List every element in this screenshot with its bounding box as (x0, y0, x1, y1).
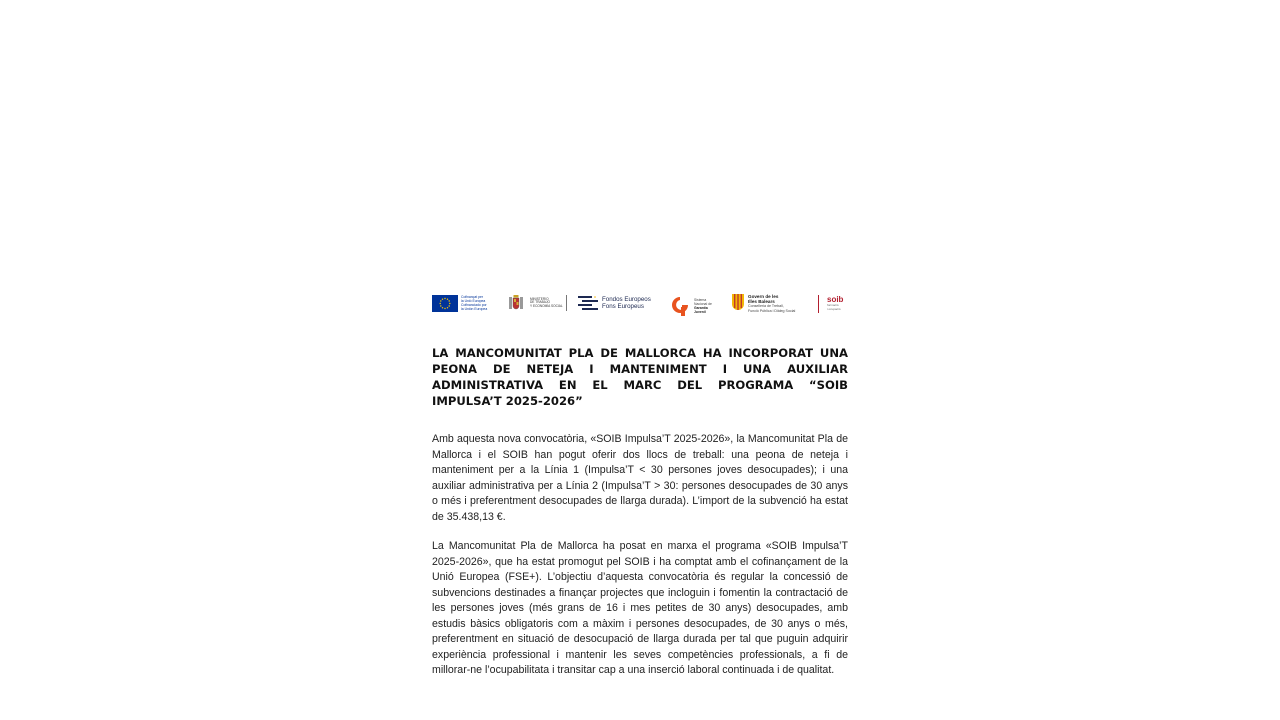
eu-cofinancing-logo (432, 295, 491, 312)
logo-strip (432, 292, 848, 324)
garantia-logo-text (694, 298, 712, 314)
ministry-logo-line: MINISTERIO (530, 296, 549, 301)
govern-logo-subtitle: Funció Pública i Diàleg Social (748, 308, 796, 313)
soib-logo (818, 295, 843, 313)
garantia-logo-line: Garantía (694, 306, 708, 310)
logo-divider (818, 295, 819, 313)
govern-logo-text (748, 294, 795, 313)
fondos-europeos-icon (578, 295, 598, 311)
document-page (432, 0, 848, 720)
govern-illes-balears-logo (732, 294, 795, 313)
soib-logo-sub: formació (827, 303, 839, 307)
spain-coat-of-arms-icon (508, 294, 524, 312)
press-release-headline: LA MANCOMUNITAT PLA DE MALLORCA HA INCORPORAT UNA PEONA DE NETEJA I MANTENIMENT I UNA AUXILIAR ADMINISTRATIVA EN EL MARC DEL PROGRAMA “SOIB IMPULSA’T 2025-2026” (432, 346, 848, 408)
garantia-juvenil-logo (670, 295, 712, 317)
fondos-logo-text (602, 296, 651, 310)
govern-logo-title: Govern de les (748, 294, 779, 299)
body-paragraph: La Mancomunitat Pla de Mallorca ha posat en marxa el programa «SOIB Impulsa’T 2025-2026», que ha estat promogut pel SOIB i ha comptat amb el cofinançament de la Unió Europea (FSE+). L’objectiu d’aquesta convocatòria és regular la concessió de subvencions destinades a finançar projectes que incloguin i fomentin la contractació de les persones joves (més grans de 16 i mes petites de 30 anys) desocupades, amb estudis bàsics obligatoris com a màxim i persones desocupades, de 30 anys o més, preferentment en situació de desocupació de llarga durada per tal que puguin adquirir experiència professional i mantenir les seves competències professionals, a fi de millorar-ne l’ocupabilitata i transitar cap a una inserció laboral continuada i de qualitat. (432, 540, 848, 676)
soib-logo-text (827, 295, 843, 311)
garantia-logo-line: Sistema (694, 298, 707, 302)
garantia-logo-line: Nacional de (694, 302, 712, 306)
garantia-juvenil-icon (670, 295, 690, 317)
garantia-logo-line: Juvenil (694, 310, 706, 314)
ministry-logo-line: Y ECONOMÍA SOCIAL (530, 303, 563, 308)
logo-divider (566, 295, 567, 311)
eu-logo-text (461, 295, 491, 311)
ministry-logo (508, 294, 567, 312)
fondos-logo-line: Fons Europeus (602, 303, 644, 310)
eu-logo-line: Cofinançat per (461, 295, 484, 299)
eu-flag-icon (432, 295, 458, 312)
govern-logo-title: Illes Balears (748, 299, 775, 305)
eu-logo-line: Cofinanciado por (461, 303, 487, 307)
fondos-europeos-logo (578, 295, 651, 311)
ministry-logo-text (528, 298, 564, 309)
soib-logo-sub: i ocupació (827, 306, 841, 311)
eu-logo-line: la Unió Europea (461, 299, 486, 303)
fondos-logo-line: Fondos Europeos (602, 296, 651, 303)
body-paragraph: Amb aquesta nova convocatòria, «SOIB Impulsa’T 2025-2026», la Mancomunitat Pla de Mallorca i el SOIB han pogut oferir dos llocs de treball: una peona de neteja i manteniment per a la Línia 1 (Impulsa’T < 30 persones joves desocupades); i una auxiliar administrativa per a Línia 2 (Impulsa’T > 30: persones desocupades de 30 anys o més i preferentment desocupades de llarga durada). L’import de la subvenció ha estat de 35.438,13 €. (432, 433, 848, 523)
eu-logo-line: la Unión Europea (461, 307, 488, 311)
govern-logo-subtitle: Conselleria de Treball, (748, 304, 784, 309)
soib-logo-name: soib (827, 295, 844, 304)
ministry-logo-line: DE TRABAJO (530, 300, 550, 305)
balearic-shield-icon (732, 294, 744, 312)
